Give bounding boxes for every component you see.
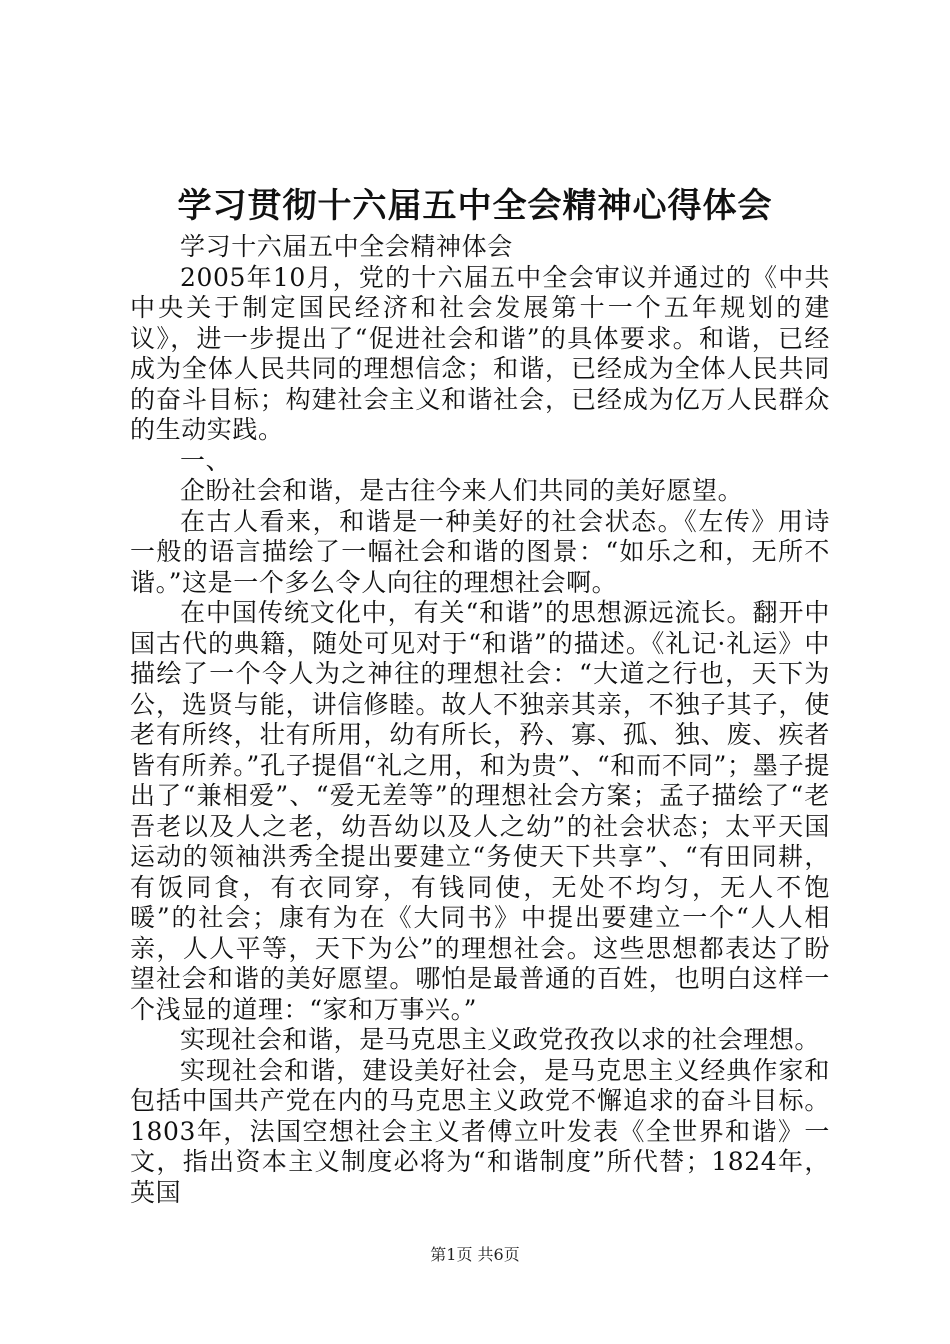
document-body <box>130 232 830 1208</box>
section-heading: 一、 <box>180 445 232 475</box>
document-subtitle: 学习十六届五中全会精神体会 <box>180 232 513 261</box>
paragraph: 实现社会和谐，建设美好社会，是马克思主义经典作家和包括中国共产党在内的马克思主义政党不懈追求的奋斗目标。1803年，法国空想社会主义者傅立叶发表《全世界和谐》一文，指出资本主义制度必将为“和谐制度”所代替；1824年，英国 <box>130 1055 830 1207</box>
page-number-footer: 第1页 共6页 <box>430 1245 520 1264</box>
paragraph: 企盼社会和谐，是古往今来人们共同的美好愿望。 <box>180 476 744 505</box>
document-title: 学习贯彻十六届五中全会精神心得体会 <box>177 186 773 226</box>
paragraph: 在古人看来，和谐是一种美好的社会状态。《左传》用诗一般的语言描绘了一幅社会和谐的图景：“如乐之和，无所不谐。”这是一个多么令人向往的理想社会啊。 <box>130 506 830 597</box>
paragraph: 实现社会和谐，是马克思主义政党孜孜以求的社会理想。 <box>180 1025 821 1054</box>
paragraph: 2005年10月，党的十六届五中全会审议并通过的《中共中央关于制定国民经济和社会发展第十一个五年规划的建议》，进一步提出了“促进社会和谐”的具体要求。和谐，已经成为全体人民共同的理想信念；和谐，已经成为全体人民共同的奋斗目标；构建社会主义和谐社会，已经成为亿万人民群众的生动实践。 <box>130 262 830 444</box>
paragraph: 在中国传统文化中，有关“和谐”的思想源远流长。翻开中国古代的典籍，随处可见对于“和谐”的描述。《礼记·礼运》中描绘了一个令人为之神往的理想社会：“大道之行也，天下为公，选贤与能，讲信修睦。故人不独亲其亲，不独子其子，使老有所终，壮有所用，幼有所长，矜、寡、孤、独、废、疾者皆有所养。”孔子提倡“礼之用，和为贵”、“和而不同”；墨子提出了“兼相爱”、“爱无差等”的理想社会方案；孟子描绘了“老吾老以及人之老，幼吾幼以及人之幼”的社会状态；太平天国运动的领袖洪秀全提出要建立“务使天下共享”、“有田同耕，有饭同食，有衣同穿，有钱同使，无处不均匀，无人不饱暖”的社会；康有为在《大同书》中提出要建立一个“人人相亲，人人平等，天下为公”的理想社会。这些思想都表达了盼望社会和谐的美好愿望。哪怕是最普通的百姓，也明白这样一个浅显的道理：“家和万事兴。” <box>130 598 830 1024</box>
